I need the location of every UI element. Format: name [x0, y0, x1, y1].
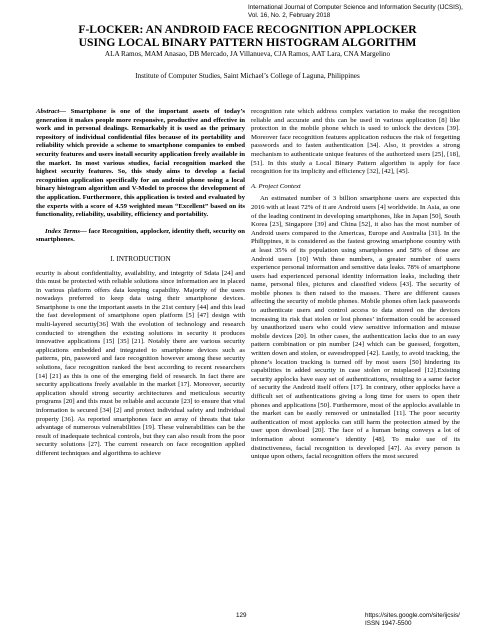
subsection-heading-project-context: A. Project Context	[251, 182, 301, 190]
journal-header	[248, 4, 463, 20]
paper-title	[0, 24, 495, 49]
abstract	[36, 108, 245, 220]
introduction-continued-paragraph: recognition rate which address complex variation to make the recognition reliable and accurate and this can be used in various application [8] like protection in the mobile phone which is used to unlock the devices [39]. Moreover face recognition features application reduces the risk of forgetting passwords and to fasten authentication [34]. Also, it provides a strong mechanism to authenticate unique features of the authorized users [25], [18], [51]. In this study a Local Binary Pattern algorithm is apply for face recognition for its implicity and efficiency [32], [42], [45].	[251, 108, 460, 176]
left-column	[36, 108, 245, 459]
project-context-paragraph: An estimated number of 3 billion smartphone users are expected this 2016 with at least 72% of it are Android users [4] worldwide. In Asia, as one of the leading continent in developing smartphones, like in Japan [50], South Korea [23], Singapore [39] and China [52], it also has the most number of Android users compared to the Americas, Europe and Australia [31]. In the Philippines, it is considered as the fastest growing smartphone country with at least 35% of its population using smartphones and 58% of those are Android users [10] With these numbers, a greater number of users experience personal information and sensitive data leaks. 78% of smartphone users had experienced personal identity information leaks, including their name, personal files, pictures and classified videos [43]. The security of mobile phones is then raised to the masses. There are different causes affecting the security of mobile phones. Mobile phones often lack passwords to authenticate users and control access to data stored on the devices increasing its risk that stolen or lost phones’ information could be accessed by unauthorized users who could view sensitive information and misuse mobile devices [20]. In other cases, the authentication lacks due to an easy pattern combination or pin number [24] which can be guessed, forgotten, written down and stolen, or eavesdropped [42]. Lastly, to avoid tracking, the phone’s location tracking is turned off by most users [50] hindering its capabilities in added security in case stolen or misplaced [12].Existing security applocks have easy set of authentications, resulting to a same factor of security the Android itself offers [17]. In contrary, other applocks have a difficult set of authentications giving a long time for users to open their phones and applications [50]. Furthermore, most of the applocks available in the market can be easily removed or uninstalled [11]. The poor security authentication of most applocks can still harm the protection aimed by the user upon download [20]. The face of a human being conveys a lot of information about someone’s identity [48]. To make use of its distinctiveness, facial recognition is developed [47]. As every person is unique upon others, facial recognition offers the most secured	[251, 195, 460, 461]
section-heading-introduction: I. INTRODUCTION	[110, 254, 171, 263]
abstract-label: Abstract	[36, 108, 60, 115]
introduction-paragraph: ecurity is about confidentiality, availability, and integrity of Sdata [24] and this must be protected with reliable solutions since information are in placed in various platform offers data keeping capability. Majority of the users nowadays preferred to keep data using their smartphone devices. Smartphone is one the important assets in the 21st century [44] and this lead the fast development of smartphone open platform [5] [47] design with multi-layered security[36] With the evolution of technology and research conducted to strengthen the existing solutions in security it produces innovative applications [15] [35] [21]. Notably there are various security applications embedded and integrated to smartphone devices such as patterns, pin, password and face recognition however among these security solutions, face recognition ranked the best according to recent researchers [14] [21] as this is one of the emerging field of research. In fact there are security applications freely available in the market [17]. Moreover, security application should strong security architectures and meticulous security programs [20] and this must be reliable and accurate [23] to ensure that vital information is secured [34] [2] and protect individual safety and individual property [36]. As reported smartphones face an array of threats that take advantage of numerous vulnerabilities [19]. These vulnerabilities can be the result of inadequate technical controls, but they can also result from the poor security solutions [27]. The current research on face recognition applied different techniques and algorithms to achieve	[36, 269, 245, 457]
affiliation: Institute of Computer Studies, Saint Michael’s College of Laguna, Philippines	[135, 72, 360, 80]
title-line-2: USING LOCAL BINARY PATTERN HISTOGRAM ALGORITHM	[78, 35, 417, 49]
journal-volume: Vol. 16, No. 2, February 2018	[248, 12, 331, 19]
author-list: ALA Ramos, MAM Anasao, DB Mercado, JA Villanueva, CJA Ramos, AAT Lara, CNA Margelino	[104, 50, 391, 58]
abstract-text: — Smartphone is one of the important assets of today’s generation it makes people more responsive, productive and effective in work and in personal dealings. Remarkably it is used as the primary repository of individual confidential files because of its portability and reliability which provide a scheme to smartphone companies to embed security features and users install security application freely available in the market. In most various studies, facial recognition marked the highest security features. So, this study aims to develop a facial recognition application specifically for an android phone using a local binary histogram algorithm and V-Model to process the development of the application. Furthermore, this application is tested and evaluated by the experts with a score of 4.59 weighted mean “Excellent” based on its functionality, reliability, usability, efficiency and portability.	[36, 108, 245, 219]
index-terms	[36, 228, 245, 245]
footer-url: https://sites.google.com/site/ijcsis/	[365, 612, 460, 619]
footer-issn: ISSN 1947-5500	[365, 620, 412, 627]
index-terms-label: Index Terms	[45, 227, 81, 235]
footer-info	[365, 612, 460, 628]
journal-name: International Journal of Computer Science and Information Security (IJCSIS),	[248, 4, 463, 11]
right-column	[251, 108, 460, 462]
title-line-1: F-LOCKER: AN ANDROID FACE RECOGNITION APPLOCKER	[78, 23, 417, 36]
index-terms-text: — face Recognition, applocker, identity theft, security on smartphones.	[36, 227, 245, 244]
page-number: 129	[236, 612, 247, 619]
